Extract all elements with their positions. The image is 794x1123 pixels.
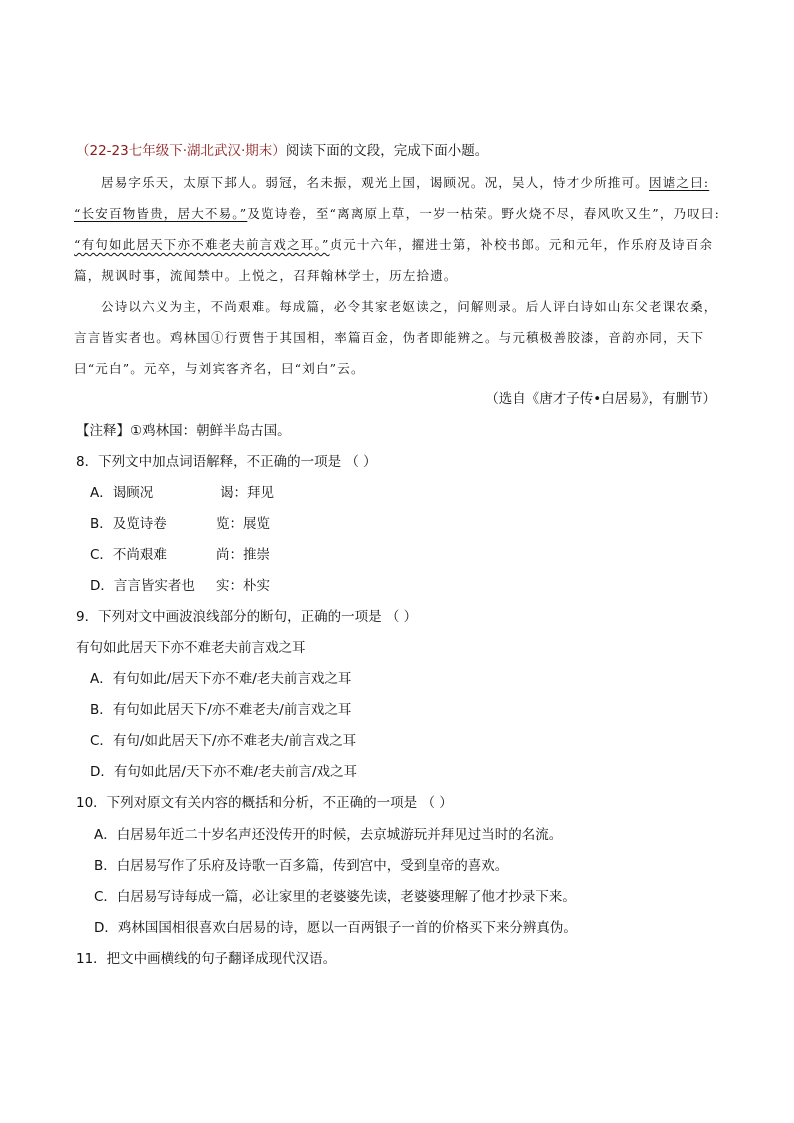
q8-option-d: D．言言皆实者也 实：朴实 — [90, 578, 270, 594]
passage-text: 居易字乐天，太原下邽人。弱冠，名未振，观光上国，谒顾况。况，吴人，恃才少所推可。 — [101, 175, 650, 190]
citation: （选自《唐才子传•白居易》，有删节） — [485, 391, 716, 407]
passage-text: 及览诗卷，至“离离原上草，一岁一枯荣。野火烧不尽，春风吹又生”，乃叹曰: — [247, 206, 721, 221]
question-9-stem: 9．下列对文中画波浪线部分的断句，正确的一项是 （ ） — [76, 609, 418, 625]
passage-line — [74, 266, 458, 286]
passage-line — [74, 204, 720, 224]
wavy-underlined-sentence: “有句如此居天下亦不难老夫前言戏之耳。” — [74, 237, 330, 252]
passage-line — [101, 297, 718, 317]
q10-option-a: A．白居易年近二十岁名声还没传开的时候，去京城游玩并拜见过当时的名流。 — [94, 827, 563, 843]
passage-text: 曰“元白”。元卒，与刘宾客齐名，曰“刘白”云。 — [74, 361, 365, 376]
q9-option-b: B．有句如此居天下/亦不难老夫/前言戏之耳 — [90, 702, 352, 718]
question-10-stem: 10．下列对原文有关内容的概括和分析，不正确的一项是 （ ） — [76, 795, 453, 811]
q9-option-a: A．有句如此/居天下亦不难/老夫前言戏之耳 — [90, 671, 352, 687]
passage-text: 言言皆实者也。鸡林国①行贾售于其国相，率篇百金，伪者即能辨之。与元稹极善胶漆，音韵亦同，天下 — [74, 330, 705, 345]
q8-option-c: C．不尚艰难 尚：推崇 — [90, 547, 270, 563]
underlined-sentence: 因谑之曰: — [649, 175, 710, 190]
source-tag: （22-23七年级下·湖北武汉·期末） — [76, 143, 286, 159]
passage-text: 篇，规讽时事，流闻禁中。上悦之，召拜翰林学士，历左拾遗。 — [74, 268, 458, 283]
q8-option-b: B．及览诗卷 览：展览 — [90, 516, 270, 532]
q10-option-b: B．白居易写作了乐府及诗歌一百多篇，传到宫中，受到皇帝的喜欢。 — [94, 858, 509, 874]
question-intro — [76, 141, 488, 161]
q9-option-d: D．有句如此居/天下亦不难/老夫前言/戏之耳 — [90, 764, 358, 780]
passage-line — [74, 235, 713, 255]
q9-option-c: C．有句/如此居天下/亦不难老夫/前言戏之耳 — [90, 733, 357, 749]
q10-option-d: D．鸡林国国相很喜欢白居易的诗，愿以一百两银子一首的价格买下来分辨真伪。 — [94, 920, 577, 936]
question-8-stem: 8．下列文中加点词语解释，不正确的一项是 （ ） — [76, 454, 377, 470]
instruction-text: 阅读下面的文段，完成下面小题。 — [285, 143, 489, 159]
passage-text: 贞元十六年，擢进士第，补校书郎。元和元年，作乐府及诗百余 — [329, 237, 714, 252]
passage-line — [74, 328, 704, 348]
underlined-sentence: “长安百物皆贵，居大不易。” — [74, 206, 248, 221]
q8-option-a: A．谒顾况 谒：拜见 — [90, 485, 274, 501]
annotation-note: 【注释】①鸡林国：朝鲜半岛古国。 — [76, 423, 291, 439]
q10-option-c: C．白居易写诗每成一篇，必让家里的老婆婆先读，老婆婆理解了他才抄录下来。 — [94, 889, 576, 905]
passage-line — [101, 173, 709, 193]
passage-line — [74, 359, 365, 379]
passage-text: 公诗以六义为主，不尚艰难。每成篇，必令其家老妪读之，问解则录。后人评白诗如山东父老课农桑， — [101, 299, 718, 314]
question-11-stem: 11．把文中画横线的句子翻译成现代汉语。 — [76, 951, 337, 967]
q9-sentence: 有句如此居天下亦不难老夫前言戏之耳 — [76, 640, 306, 656]
